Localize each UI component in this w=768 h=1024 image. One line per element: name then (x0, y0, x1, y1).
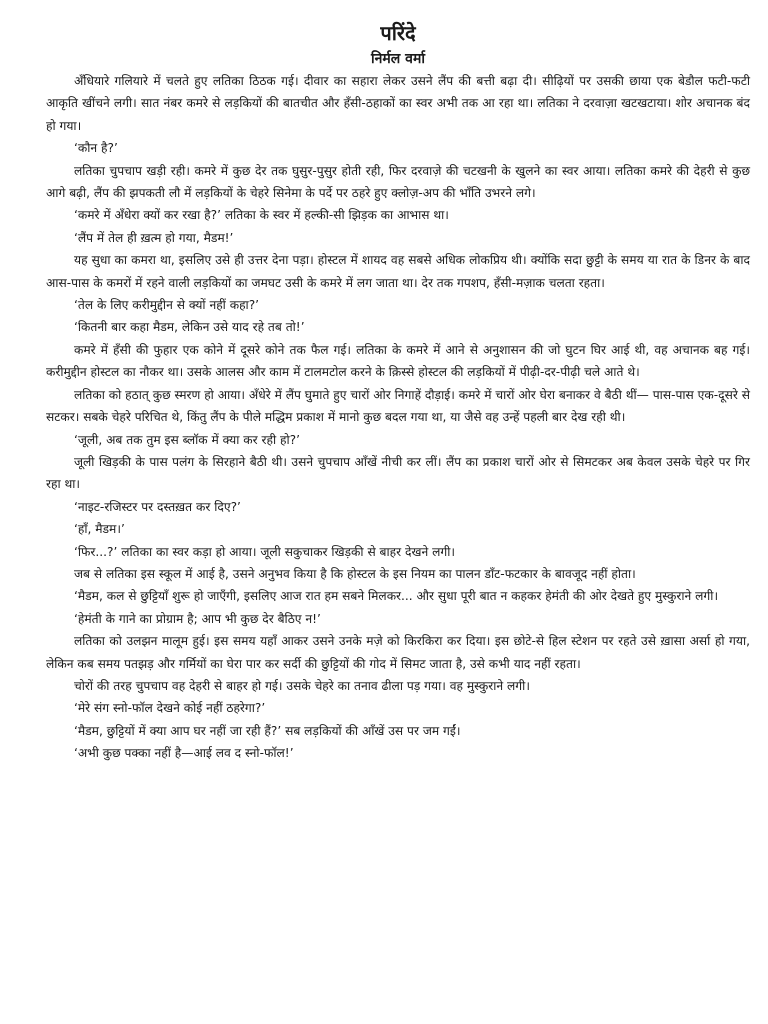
paragraph: ‘मैडम, कल से छुट्टियाँ शुरू हो जाएँगी, इसलिए आज रात हम सबने मिलकर... और सुधा पूरी बात न कहकर हेमंती की ओर देखते हुए मुस्कुराने लगी। (74, 589, 719, 604)
paragraph: लतिका को हठात् कुछ स्मरण हो आया। अँधेरे में लैंप घुमाते हुए चारों ओर निगाहें दौड़ाई। कमरे में चारों ओर घेरा बनाकर वे बैठी थीं— पास-पास एक-दूसरे से सटकर। सबके चेहरे परिचित थे, किंतु लैंप के पीले मद्धिम प्रकाश में मानो कुछ बदल गया था, या जैसे वह उन्हें पहली बार देख रही थी। (46, 387, 750, 425)
paragraph: लतिका को उलझन मालूम हुई। इस समय यहाँ आकर उसने उनके मज़े को किरकिरा कर दिया। इस छोटे-से हिल स्टेशन पर रहते उसे ख़ासा अर्सा हो गया, लेकिन कब समय पतझड़ और गर्मियों का घेरा पार कर सर्दी की छुट्टियों की गोद में सिमट जाता है, उसे कभी याद नहीं रहता। (46, 634, 750, 671)
paragraph: ‘तेल के लिए करीमुद्दीन से क्यों नहीं कहा?’ (74, 298, 260, 313)
paragraph: चोरों की तरह चुपचाप वह देहरी से बाहर हो गई। उसके चेहरे का तनाव ढीला पड़ गया। वह मुस्कुराने लगी। (74, 678, 530, 693)
paragraph: ‘हाँ, मैडम।’ (74, 522, 125, 537)
paragraph: ‘लैंप में तेल ही ख़त्म हो गया, मैडम!’ (74, 230, 234, 245)
paragraph: ‘जूली, अब तक तुम इस ब्लॉक में क्या कर रही हो?’ (74, 432, 300, 447)
paragraph: ‘फिर...?’ लतिका का स्वर कड़ा हो आया। जूली सकुचाकर खिड़की से बाहर देखने लगी। (74, 544, 455, 559)
author-name: निर्मल वर्मा (371, 51, 425, 67)
paragraph: लतिका चुपचाप खड़ी रही। कमरे में कुछ देर तक घुसुर-पुसुर होती रही, फिर दरवाज़े की चटखनी के खुलने का स्वर आया। लतिका कमरे की देहरी से कुछ आगे बढ़ी, लैंप की झपकती लौ में लड़कियों के चेहरे सिनेमा के पर्दे पर ठहरे हुए क्लोज़-अप की भाँति उभरने लगे। (46, 163, 750, 201)
paragraph: ‘कौन है?’ (74, 141, 118, 156)
paragraph: यह सुधा का कमरा था, इसलिए उसे ही उत्तर देना पड़ा। होस्टल में शायद वह सबसे अधिक लोकप्रिय थी। क्योंकि सदा छुट्टी के समय या रात के डिनर के बाद आस-पास के कमरों में रहने वाली लड़कियों का जमघट उसी के कमरे में लग जाता था। देर तक गपशप, हँसी-मज़ाक चलता रहता। (46, 253, 750, 290)
story-title: परिंदे (380, 21, 416, 45)
paragraph: ‘मेरे संग स्नो-फॉल देखने कोई नहीं ठहरेगा?’ (74, 701, 266, 716)
paragraph: कमरे में हँसी की फुहार एक कोने में दूसरे कोने तक फैल गई। लतिका के कमरे में आने से अनुशासन की जो घुटन घिर आई थी, वह अचानक बह गई। करीमुद्दीन होस्टल का नौकर था। उसके आलस और काम में टालमटोल करने के क़िस्से होस्टल की लड़कियों में पीढ़ी-दर-पीढ़ी चले आते थे। (46, 342, 750, 380)
paragraph: जूली खिड़की के पास पलंग के सिरहाने बैठी थी। उसने चुपचाप आँखें नीची कर लीं। लैंप का प्रकाश चारों ओर से सिमटकर अब केवल उसके चेहरे पर गिर रहा था। (46, 454, 750, 492)
paragraph: ‘हेमंती के गाने का प्रोग्राम है; आप भी कुछ देर बैठिए न!’ (74, 611, 321, 626)
paragraph: ‘मैडम, छुट्टियों में क्या आप घर नहीं जा रही हैं?’ सब लड़कियों की आँखें उस पर जम गईं। (74, 723, 461, 738)
paragraph: ‘कितनी बार कहा मैडम, लेकिन उसे याद रहे तब तो!’ (74, 320, 305, 335)
paragraph: ‘कमरे में अँधेरा क्यों कर रखा है?’ लतिका के स्वर में हल्की-सी झिड़क का आभास था। (74, 208, 449, 223)
paragraph: ‘नाइट-रजिस्टर पर दस्तख़त कर दिए?’ (74, 499, 241, 514)
story-body (46, 70, 750, 765)
paragraph: जब से लतिका इस स्कूल में आई है, उसने अनुभव किया है कि होस्टल के इस नियम का पालन डाँट-फटकार के बावजूद नहीं होता। (74, 566, 636, 581)
paragraph: अँधियारे गलियारे में चलते हुए लतिका ठिठक गई। दीवार का सहारा लेकर उसने लैंप की बत्ती बढ़ा दी। सीढ़ियों पर उसकी छाया एक बेडौल फटी-फटी आकृति खींचने लगी। सात नंबर कमरे से लड़कियों की बातचीत और हँसी-ठहाकों का स्वर अभी तक आ रहा था। लतिका ने दरवाज़ा खटखटाया। शोर अचानक बंद हो गया। (46, 74, 750, 133)
paragraph: ‘अभी कुछ पक्का नहीं है—आई लव द स्नो-फॉल!’ (74, 746, 294, 761)
